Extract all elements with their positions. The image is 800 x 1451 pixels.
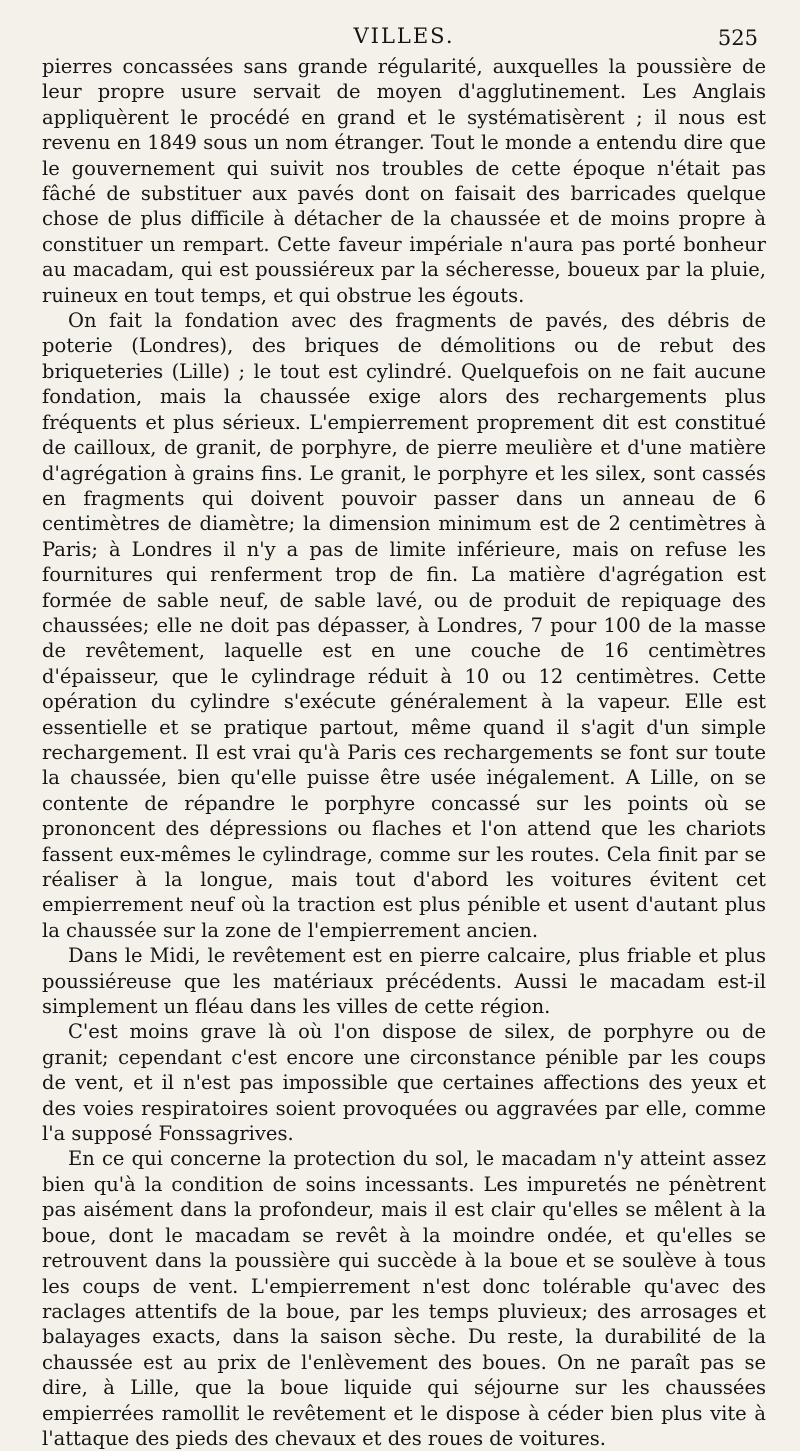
body-text [42,54,766,1451]
paragraph-4: C'est moins grave là où l'on dispose de silex, de porphyre ou de granit; cependant c'est encore une circonstance pénible par les coups de vent, et il n'est pas impossible que certaines affections des yeux et des voies respiratoires soient provoquées ou aggravées par elle, comme l'a supposé Fonssagrives. [42,1020,766,1146]
paragraph-2: On fait la fondation avec des fragments de pavés, des débris de poterie (Londres), des briques de démolitions ou de rebut des briqueteries (Lille) ; le tout est cylindré. Quelquefois on ne fait aucune fondation, mais la chaussée exige alors des rechargements plus fréquents et plus sérieux. L'empierrement proprement dit est constitué de cailloux, de granit, de porphyre, de pierre meulière et d'une matière d'agrégation à grains fins. Le granit, le porphyre et les silex, sont cassés en fragments qui doivent pouvoir passer dans un anneau de 6 centimètres de diamètre; la dimension minimum est de 2 centimètres à Paris; à Londres il n'y a pas de limite inférieure, mais on refuse les fournitures qui renferment trop de fin. La matière d'agrégation est formée de sable neuf, de sable lavé, ou de produit de repiquage des chaussées; elle ne doit pas dépasser, à Londres, 7 pour 100 de la masse de revêtement, laquelle est en une couche de 16 centimètres d'épaisseur, que le cylindrage réduit à 10 ou 12 centimètres. Cette opération du cylindre s'exécute généralement à la vapeur. Elle est essentielle et se pratique partout, même quand il s'agit d'un simple rechargement. Il est vrai qu'à Paris ces rechargements se font sur toute la chaussée, bien qu'elle puisse être usée inégalement. A Lille, on se contente de répandre le porphyre concassé sur les points où se prononcent des dépressions ou flaches et l'on attend que les chariots fassent eux-mêmes le cylindrage, comme sur les routes. Cela finit par se réaliser à la longue, mais tout d'abord les voitures évitent cet empierrement neuf où la traction est plus pénible et usent d'autant plus la chaussée sur la zone de l'empierrement ancien. [42,309,766,942]
paragraph-3: Dans le Midi, le revêtement est en pierre calcaire, plus friable et plus poussiéreuse que les matériaux précédents. Aussi le macadam est-il simplement un fléau dans les villes de cette région. [42,944,766,1019]
running-title: VILLES. [353,24,455,48]
paragraph-5: En ce qui concerne la protection du sol, le macadam n'y atteint assez bien qu'à la condition de soins incessants. Les impuretés ne pénètrent pas aisément dans la profondeur, mais il est clair qu'elles se mêlent à la boue, dont le macadam se revêt à la moindre ondée, et qu'elles se retrouvent dans la poussière qui succède à la boue et se soulève à tous les coups de vent. L'empierrement n'est donc tolérable qu'avec des raclages attentifs de la boue, par les temps pluvieux; des arrosages et balayages exacts, dans la saison sèche. Du reste, la durabilité de la chaussée est au prix de l'enlèvement des boues. On ne paraît pas se dire, à Lille, que la boue liquide qui séjourne sur les chaussées empierrées ramollit le revêtement et le dispose à céder bien plus vite à l'attaque des pieds des chevaux et des roues de voitures. [42,1147,766,1450]
page-header [42,20,766,54]
paragraph-1: pierres concassées sans grande régularité, auxquelles la poussière de leur propre usure servait de moyen d'agglutinement. Les Anglais appliquèrent le procédé en grand et le systématisèrent ; il nous est revenu en 1849 sous un nom étranger. Tout le monde a entendu dire que le gouvernement qui suivit nos troubles de cette époque n'était pas fâché de substituer aux pavés dont on faisait des barricades quelque chose de plus difficile à détacher de la chaussée et de moins propre à constituer un rempart. Cette faveur impériale n'aura pas porté bonheur au macadam, qui est poussiéreux par la sécheresse, boueux par la pluie, ruineux en tout temps, et qui obstrue les égouts. [42,55,766,307]
page-number: 525 [717,26,758,50]
